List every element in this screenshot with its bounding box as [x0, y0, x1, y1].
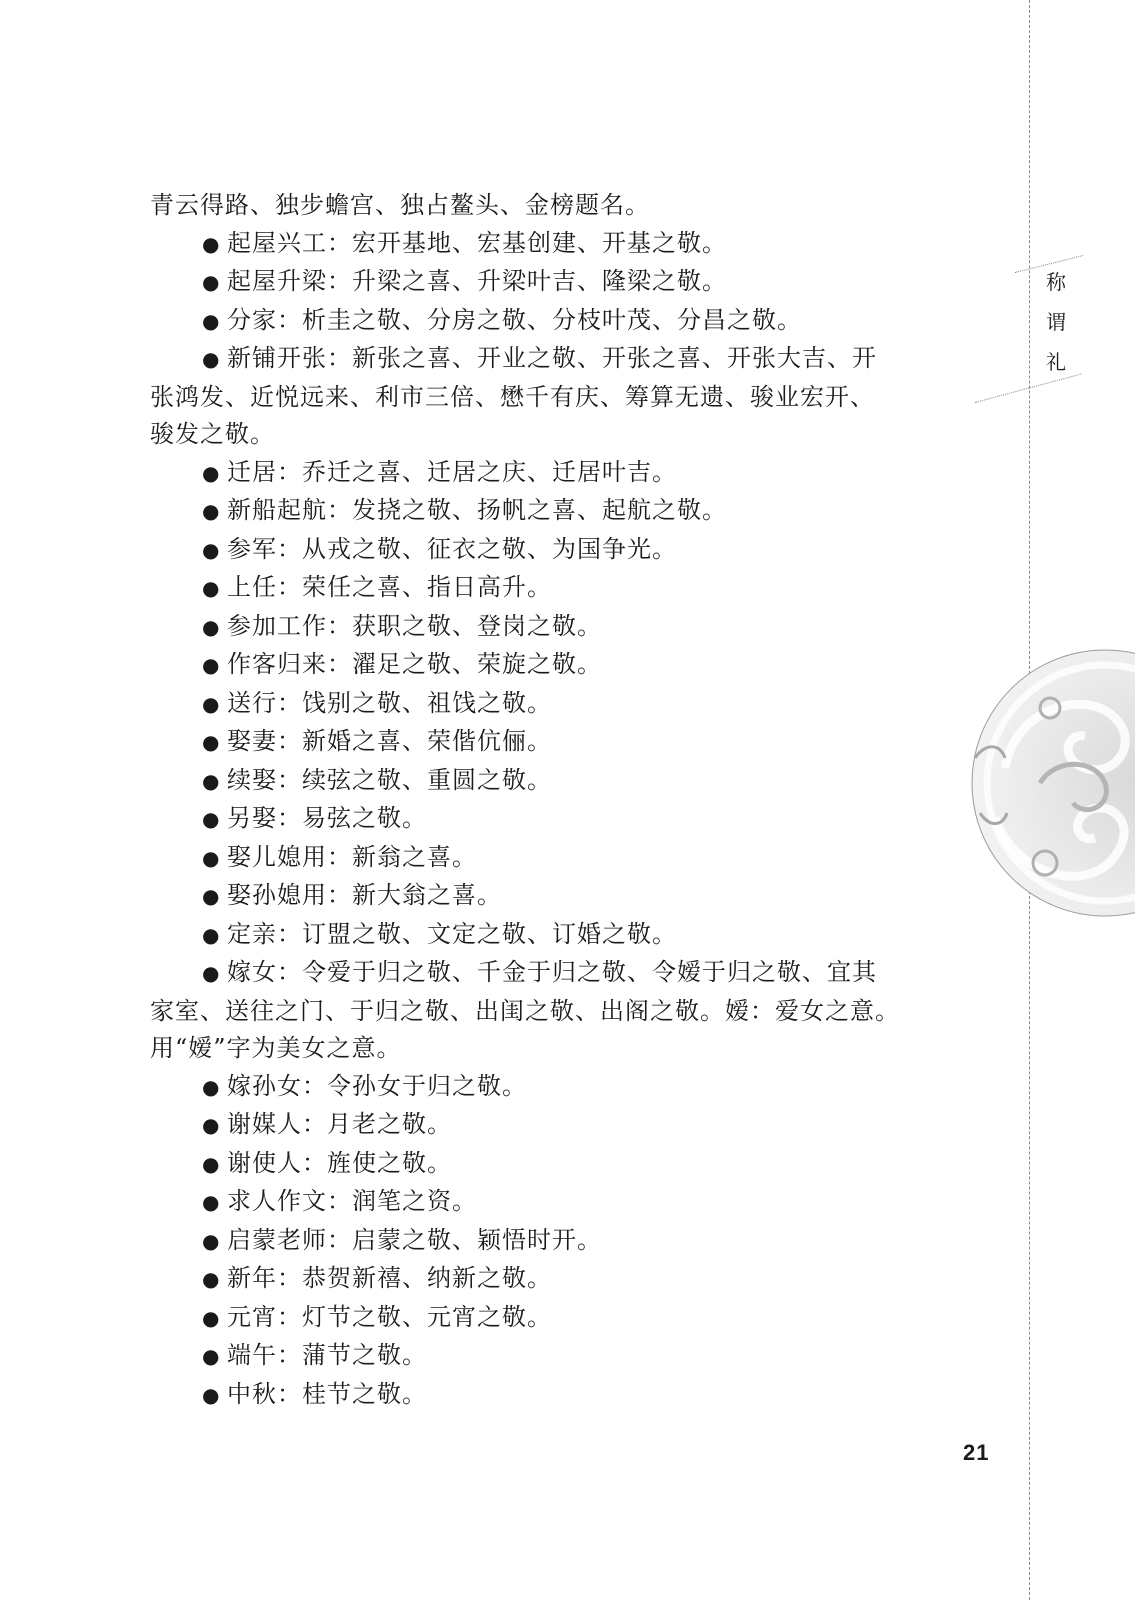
- list-item: ● 参军：从戎之敬、征衣之敬、为国争光。: [150, 531, 920, 570]
- list-item: ● 定亲：订盟之敬、文定之敬、订婚之敬。: [150, 916, 920, 955]
- side-tab-char: 礼: [1046, 350, 1066, 374]
- list-item: ● 元宵：灯节之敬、元宵之敬。: [150, 1299, 920, 1338]
- list-item: ● 参加工作：获职之敬、登岗之敬。: [150, 608, 920, 647]
- list-item: ● 作客归来：濯足之敬、荣旋之敬。: [150, 646, 920, 685]
- list-item: ● 娶儿媳用：新翁之喜。: [150, 839, 920, 878]
- bullet-icon: ●: [202, 653, 221, 677]
- bullet-icon: ●: [202, 961, 221, 985]
- text-line: 青云得路、独步蟾宫、独占鳌头、金榜题名。: [150, 191, 650, 219]
- bullet-icon: ●: [202, 1151, 221, 1176]
- list-item: ● 端午：蒲节之敬。: [150, 1337, 920, 1376]
- bullet-icon: ●: [202, 884, 221, 908]
- text-line: 骏发之敬。: [150, 420, 275, 448]
- list-item: ● 起屋升梁：升梁之喜、升梁叶吉、隆梁之敬。: [150, 263, 920, 302]
- list-item: ● 送行：饯别之敬、祖饯之敬。: [150, 685, 920, 724]
- bullet-icon: ●: [202, 845, 221, 870]
- list-item: ● 新船起航：发挠之敬、扬帆之喜、起航之敬。: [150, 492, 920, 531]
- bullet-icon: ●: [202, 1228, 221, 1253]
- bullet-icon: ●: [202, 537, 221, 562]
- bullet-icon: ●: [202, 347, 221, 371]
- list-item: ● 续娶：续弦之敬、重圆之敬。: [150, 762, 920, 801]
- bullet-icon: ●: [202, 807, 221, 831]
- bullet-icon: ●: [202, 576, 221, 600]
- decorative-scroll-ornament: [945, 648, 1135, 918]
- list-item: ● 另娶：易弦之敬。: [150, 800, 920, 839]
- page-number: 21: [963, 1440, 990, 1465]
- bullet-icon: ●: [202, 1344, 221, 1368]
- bullet-icon: ●: [202, 1190, 221, 1214]
- bullet-icon: ●: [202, 614, 221, 639]
- bullet-icon: ●: [202, 231, 221, 256]
- bullet-icon: ●: [202, 922, 221, 947]
- bullet-icon: ●: [202, 460, 221, 485]
- bullet-icon: ●: [202, 499, 221, 523]
- list-item: ● 谢媒人：月老之敬。: [150, 1106, 920, 1145]
- bullet-icon: ●: [202, 270, 221, 294]
- list-item: ● 新年：恭贺新禧、纳新之敬。: [150, 1260, 920, 1299]
- list-item: ● 嫁孙女：令孙女于归之敬。: [150, 1068, 920, 1107]
- list-item: ● 嫁女：令爱于归之敬、千金于归之敬、令嫒于归之敬、宜其: [150, 954, 920, 993]
- list-item: ● 分家：析圭之敬、分房之敬、分枝叶茂、分昌之敬。: [150, 302, 920, 341]
- list-item: ● 娶孙媳用：新大翁之喜。: [150, 877, 920, 916]
- main-text-block: [150, 187, 920, 1414]
- bullet-icon: ●: [202, 730, 221, 754]
- text-line: 用“嫒”字为美女之意。: [150, 1034, 402, 1062]
- chapter-side-tab: [1036, 262, 1076, 382]
- bullet-icon: ●: [202, 691, 221, 716]
- list-item: ● 娶妻：新婚之喜、荣偕伉俪。: [150, 723, 920, 762]
- list-item: ● 起屋兴工：宏开基地、宏基创建、开基之敬。: [150, 225, 920, 264]
- text-line: 张鸿发、近悦远来、利市三倍、懋千有庆、筹算无遗、骏业宏开、: [150, 382, 875, 411]
- bullet-icon: ●: [202, 1382, 221, 1407]
- list-item: ● 新铺开张：新张之喜、开业之敬、开张之喜、开张大吉、开: [150, 340, 920, 379]
- list-item: ● 中秋：桂节之敬。: [150, 1376, 920, 1415]
- side-tab-char: 称: [1046, 270, 1066, 294]
- list-item: ● 求人作文：润笔之资。: [150, 1183, 920, 1222]
- bullet-icon: ●: [202, 308, 221, 333]
- bullet-icon: ●: [202, 1074, 221, 1099]
- text-line: 家室、送往之门、于归之敬、出闺之敬、出阁之敬。嫒：爱女之意。: [150, 996, 900, 1025]
- bullet-icon: ●: [202, 1305, 221, 1330]
- bullet-icon: ●: [202, 1113, 221, 1137]
- bullet-icon: ●: [202, 1267, 221, 1291]
- list-item: ● 谢使人：旌使之敬。: [150, 1145, 920, 1184]
- list-item: ● 迁居：乔迁之喜、迁居之庆、迁居叶吉。: [150, 454, 920, 493]
- side-tab-char: 谓: [1046, 310, 1066, 334]
- list-item: ● 上任：荣任之喜、指日高升。: [150, 569, 920, 608]
- list-item: ● 启蒙老师：启蒙之敬、颖悟时开。: [150, 1222, 920, 1261]
- bullet-icon: ●: [202, 768, 221, 793]
